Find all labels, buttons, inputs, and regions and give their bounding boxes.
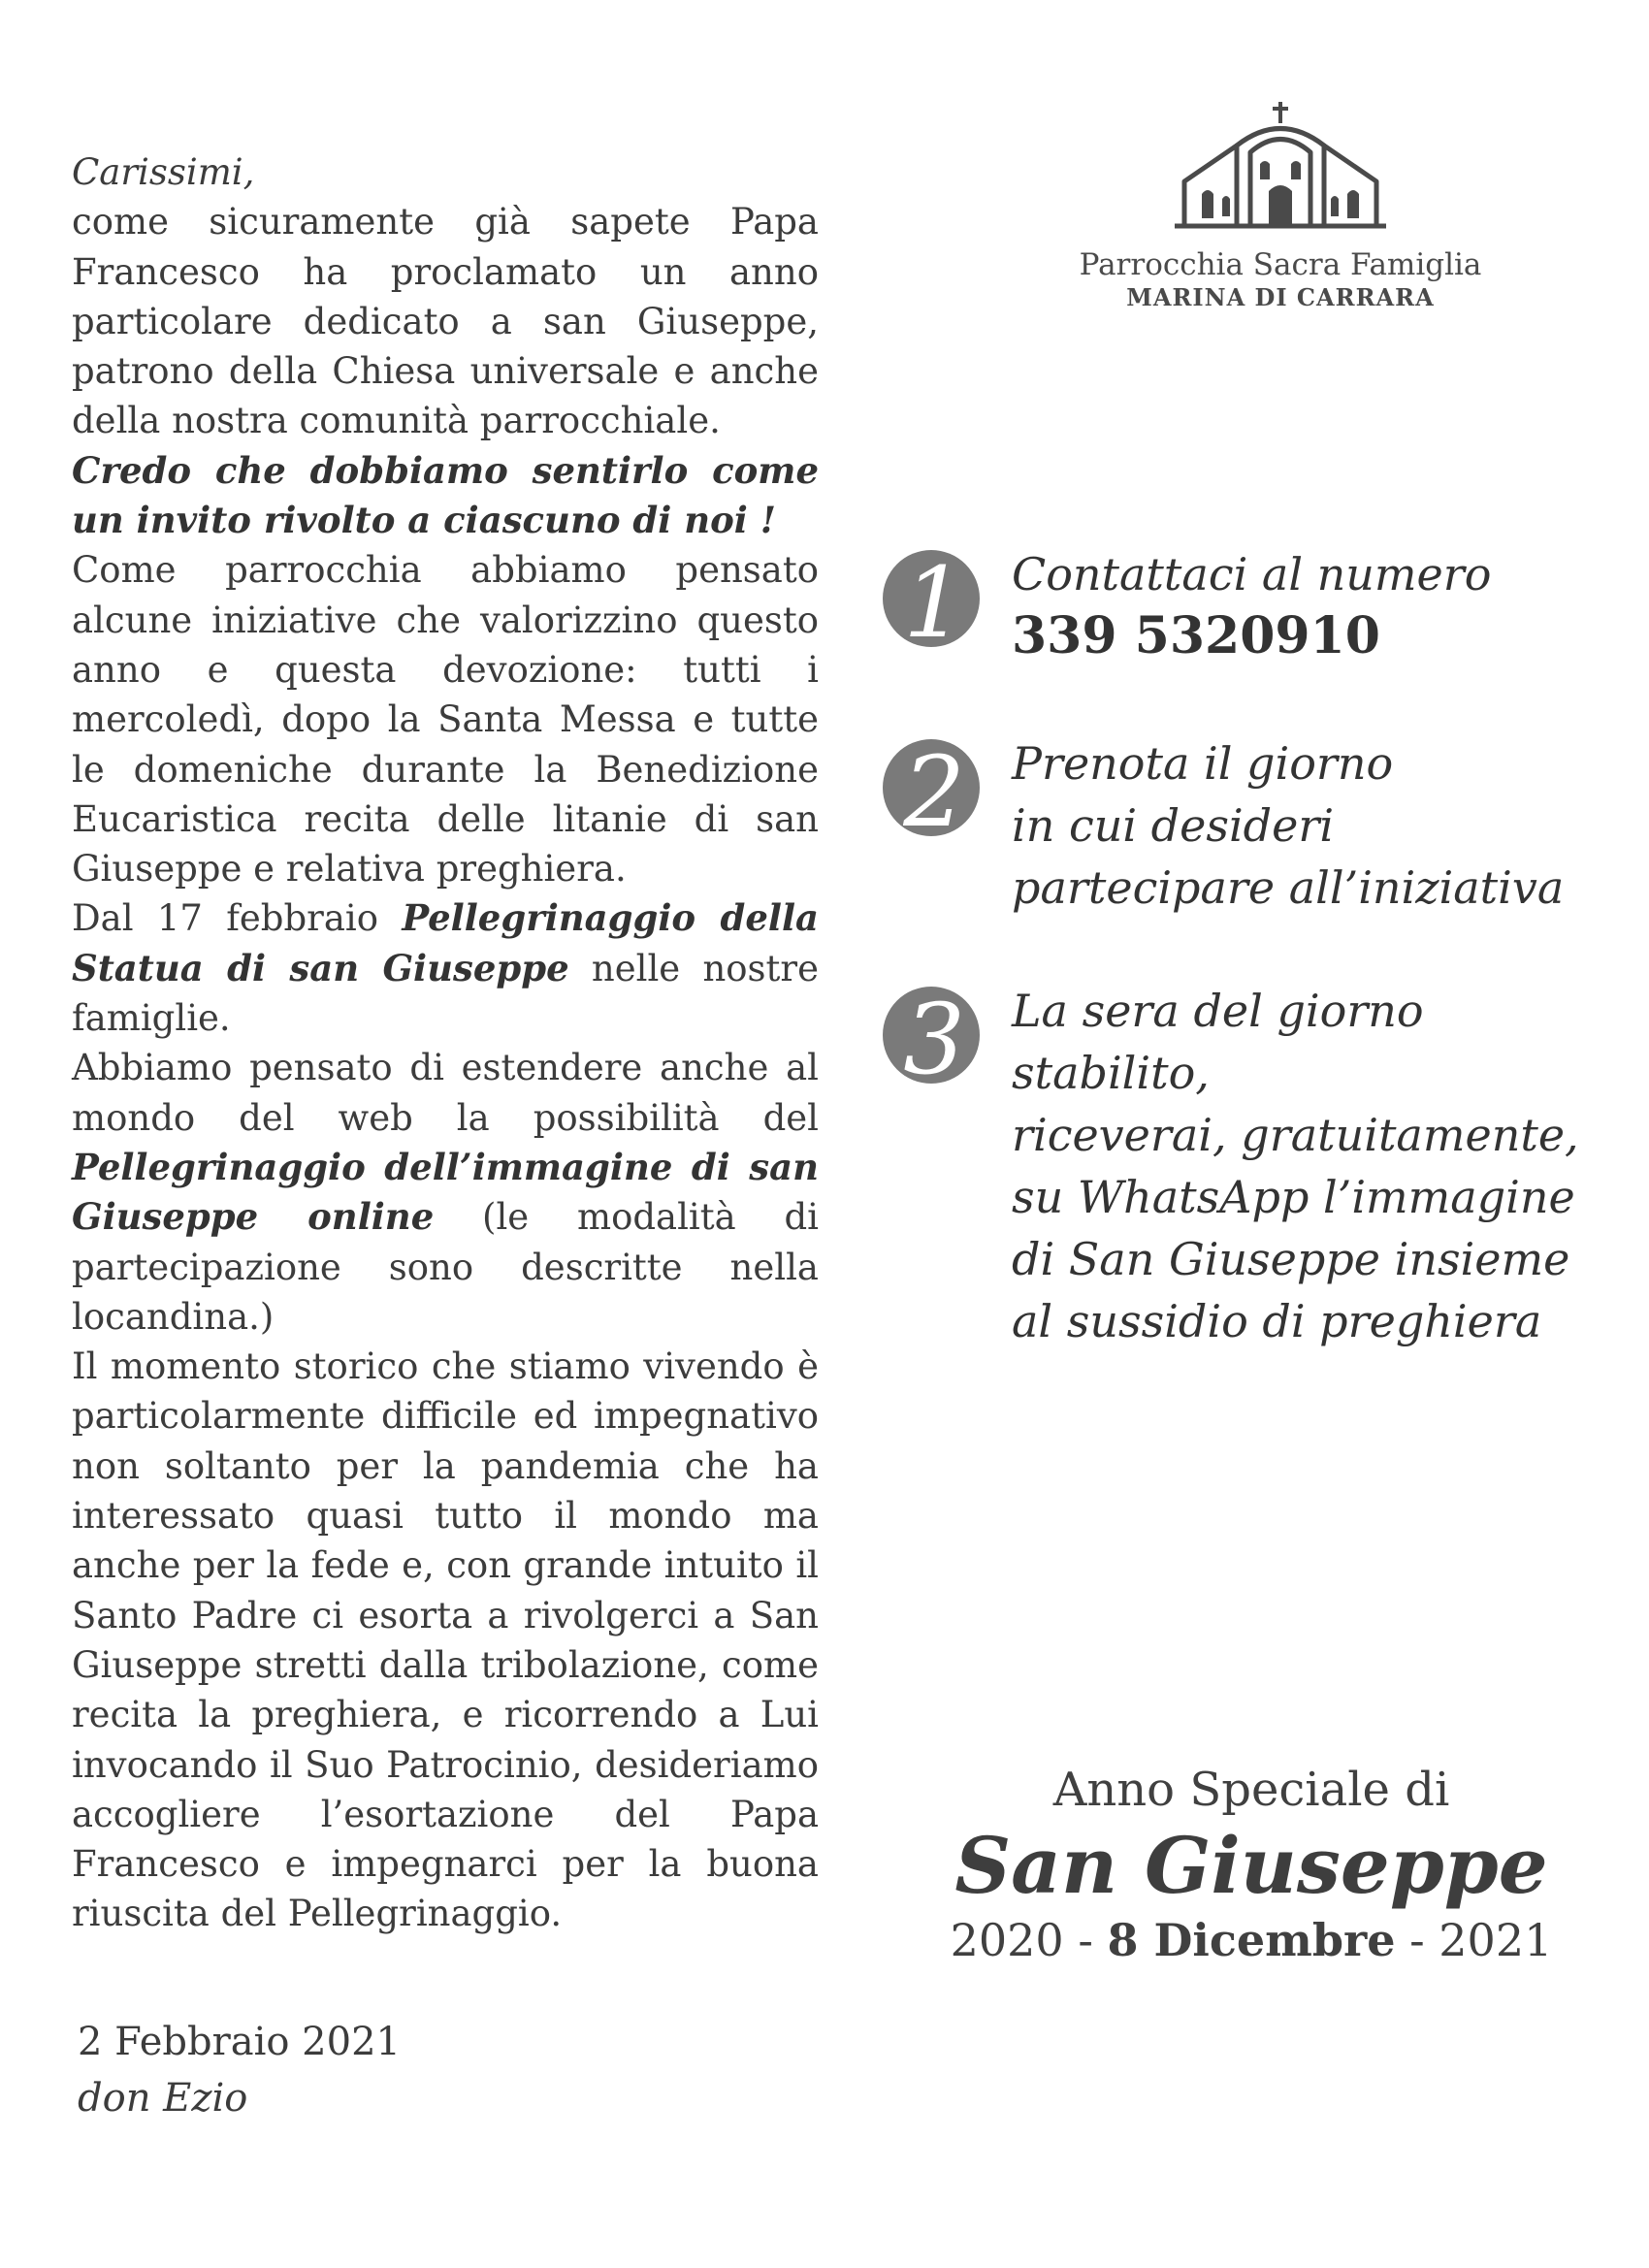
- phone-number: 339 5320910: [1012, 606, 1380, 665]
- parish-town: MARINA DI CARRARA: [1126, 283, 1435, 311]
- step-3-line-2: riceverai, gratuitamente,: [1012, 1109, 1579, 1161]
- p4-pre: Dal 17 febbraio: [72, 897, 403, 940]
- step-3-line-4: di San Giuseppe insieme: [1012, 1233, 1570, 1285]
- letter-body: [72, 147, 819, 1939]
- title-saint-name: San Giuseppe: [954, 1820, 1548, 1911]
- year-end: - 2021: [1395, 1914, 1553, 1966]
- number-badge-1: [878, 543, 985, 650]
- letter-signer: don Ezio: [78, 2076, 248, 2121]
- step-2-line-3: partecipare all’iniziativa: [1012, 861, 1565, 914]
- letter-paragraph-6: Il momento storico che stiamo vivendo è particolarmente difficile ed impegnativo non soltanto per la pandemia che ha interessato quasi tutto il mondo ma anche per la fede e, con grande intuito il Santo Padre ci esorta a rivolgerci a San Giuseppe stretti dalla tribolazione, come recita la preghiera, e ricorrendo a Lui invocando il Suo Patrocinio, desideriamo accogliere l’esortazione del Papa Francesco e impegnarci per la buona riuscita del Pellegrinaggio.: [72, 1345, 819, 1935]
- p4-post: nelle nostre famiglie.: [72, 947, 819, 1040]
- step-1-text: [1012, 543, 1633, 667]
- year-title: [931, 1761, 1571, 1968]
- title-dates: [931, 1912, 1571, 1968]
- step-2-text: [1012, 732, 1633, 919]
- step-3-line-1: La sera del giorno stabilito,: [1012, 985, 1424, 1099]
- letter-date: 2 Febbraio 2021: [78, 2020, 401, 2064]
- step-number-2: 2: [903, 735, 965, 839]
- step-2-line-2: in cui desideri: [1012, 799, 1335, 852]
- step-3-text: [1012, 980, 1633, 1352]
- title-line-1: Anno Speciale di: [1052, 1763, 1450, 1817]
- letter-paragraph-3: Come parrocchia abbiamo pensato alcune iniziative che valorizzino questo anno e questa devozione: tutti i mercoledì, dopo la Santa Messa e tutte le domeniche durante la Benedizione Eucaristica recita delle litanie di san Giuseppe e relativa preghiera.: [72, 549, 819, 891]
- signoff: [78, 2014, 401, 2126]
- church-icon: [1169, 102, 1392, 233]
- parish-logo: [1009, 102, 1552, 312]
- letter-emphasis: Credo che dobbiamo sentirlo come un invito rivolto a ciascuno di noi !: [72, 448, 819, 542]
- number-badge-2: [878, 732, 985, 839]
- year-start: 2020 -: [950, 1914, 1108, 1966]
- p5-emph: Pellegrinaggio dell’immagine di san Giuseppe online: [72, 1145, 819, 1239]
- step-3-line-5: al sussidio di preghiera: [1012, 1295, 1542, 1347]
- step-2-line-1: Prenota il giorno: [1012, 737, 1394, 790]
- p5-pre: Abbiamo pensato di estendere anche al mondo del web la possibilità del: [72, 1047, 819, 1139]
- p4-emph: Pellegrinaggio della Statua di san Giuseppe: [72, 896, 820, 989]
- p5-post: (le modalità di partecipazione sono descritte nella locandina.): [72, 1196, 819, 1338]
- step-number-1: 1: [903, 546, 965, 650]
- step-3-line-3: su WhatsApp l’immagine: [1012, 1171, 1575, 1223]
- letter-salutation: Carissimi,: [72, 151, 255, 193]
- letter-paragraph-5: [72, 1043, 819, 1342]
- letter-paragraph-4: [72, 893, 819, 1043]
- step-1-line: Contattaci al numero: [1012, 548, 1492, 600]
- date-bold: 8 Dicembre: [1107, 1914, 1396, 1966]
- step-number-3: 3: [903, 983, 965, 1086]
- letter-paragraph-1: come sicuramente già sapete Papa Francesco ha proclamato un anno particolare dedicato a san Giuseppe, patrono della Chiesa universale e anche della nostra comunità parrocchiale.: [72, 201, 819, 442]
- number-badge-3: [878, 980, 985, 1086]
- parish-name: Parrocchia Sacra Famiglia: [1079, 247, 1482, 282]
